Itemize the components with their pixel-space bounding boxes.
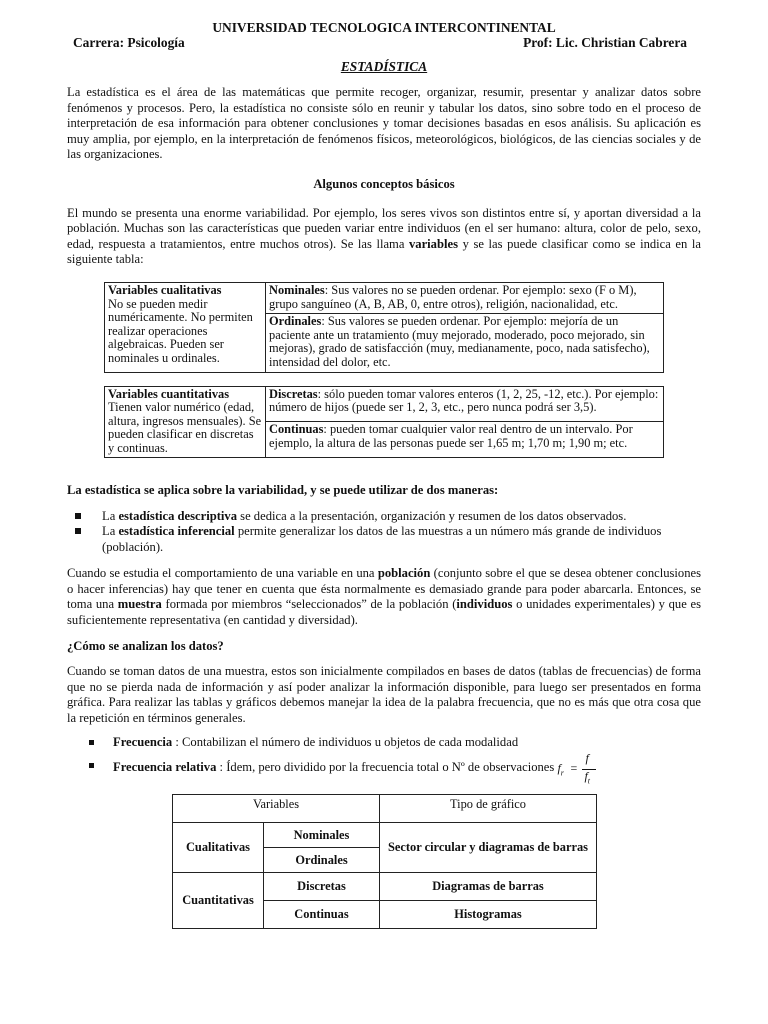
nominales-cell: Nominales xyxy=(264,822,380,847)
qualitative-summary-cell: Variables cualitativas No se pueden medir numéricamente. No permiten realizar operaciones algebraicas. Pueden ser nominales u ordinales. xyxy=(105,282,266,372)
qualitative-cell: Cualitativas xyxy=(173,822,264,872)
quantitative-cell: Cuantitativas xyxy=(173,872,264,928)
continuous-cell: Continuas: pueden tomar cualquier valor real dentro de un intervalo. Por ejemplo, la altura de las personas puede ser 1,65 m; 1,70 m; 1,90 m; etc. xyxy=(266,422,664,458)
nominal-cell: Nominales: Sus valores no se pueden ordenar. Por ejemplo: sexo (F o M), grupo sanguíneo (A, B, AB, 0, entre otros), religión, nacionalidad, etc. xyxy=(266,282,664,313)
quantitative-variables-table xyxy=(104,386,664,459)
bullet-icon xyxy=(89,740,94,745)
analysis-paragraph: Cuando se toman datos de una muestra, estos son inicialmente compilados en bases de datos (tablas de frecuencias) de forma que no se pierda nada de información y así poder analizar la información disponible, para luego ser presentados en forma gráfica. Para realizar las tablas y gráficos debemos manejar la idea de la palabra frecuencia, que no es más que otra cosa que la repetición en términos generales. xyxy=(67,663,701,725)
analysis-heading: ¿Cómo se analizan los datos? xyxy=(67,639,224,654)
variability-paragraph: El mundo se presenta una enorme variabilidad. Por ejemplo, los seres vivos son distintos entre sí, y aportan diversidad a la población. Muchas son las características que pueden variar entre individuos (en el ser humano: altura, color de pelo, sexo, edad, respuesta a tratamientos, entre muchos otros). Se las llama variables y se las puede clasificar como se indica en la siguiente tabla: xyxy=(67,205,701,267)
qualitative-graph-cell: Sector circular y diagramas de barras xyxy=(380,822,597,872)
university-name: UNIVERSIDAD TECNOLOGICA INTERCONTINENTAL xyxy=(212,20,556,35)
discretas-cell: Discretas xyxy=(264,872,380,900)
list-item: Frecuencia : Contabilizan el número de individuos u objetos de cada modalidad xyxy=(89,735,701,751)
career-label: Carrera: Psicología xyxy=(73,35,185,50)
relative-frequency-formula: $f_r$ = f $f_t$ xyxy=(557,758,601,778)
quantitative-summary-cell: Variables cuantitativas Tienen valor numérico (edad, altura, ingresos mensuales). Se pueden clasificar en discretas y continuas. xyxy=(105,386,266,458)
document-page xyxy=(67,20,701,929)
list-item: La estadística inferencial permite generalizar los datos de las muestras a un número más grande de individuos (población). xyxy=(75,524,701,555)
variables-header: Variables xyxy=(173,794,380,822)
qualitative-variables-table xyxy=(104,282,664,373)
bullet-icon xyxy=(89,763,94,768)
discrete-cell: Discretas: sólo pueden tomar valores enteros (1, 2, 25, -12, etc.). Por ejemplo: número de hijos (puede ser 1, 2, 3, etc., pero nunca podrá ser 3,5). xyxy=(266,386,664,422)
bullet-icon xyxy=(75,528,81,534)
bullet-icon xyxy=(75,513,81,519)
list-item: La estadística descriptiva se dedica a la presentación, organización y resumen de los datos observados. xyxy=(75,509,701,524)
section-heading-basic-concepts: Algunos conceptos básicos xyxy=(313,176,455,191)
list-item: Frecuencia relativa : Ídem, pero dividido por la frecuencia total o Nº de observaciones $f_r$ = f $f_t$ xyxy=(89,758,701,778)
continuas-graph-cell: Histogramas xyxy=(380,900,597,928)
header-row xyxy=(67,35,701,50)
professor-label: Prof: Lic. Christian Cabrera xyxy=(523,35,687,50)
ordinales-cell: Ordinales xyxy=(264,847,380,872)
uses-list xyxy=(75,509,701,555)
document-title: ESTADÍSTICA xyxy=(340,59,428,74)
population-paragraph: Cuando se estudia el comportamiento de una variable en una población (conjunto sobre el que se desea obtener conclusiones o hacer inferencias) hay que tener en cuenta que ésta normalmente es demasiado grande para poder abarcarla. Entonces, se toma una muestra formada por miembros “seleccionados” de la población (individuos o unidades experimentales) y que es suficientemente representativa (en cantidad y diversidad). xyxy=(67,565,701,627)
frequency-list xyxy=(89,735,701,786)
continuas-cell: Continuas xyxy=(264,900,380,928)
graph-type-table xyxy=(172,794,597,929)
uses-heading: La estadística se aplica sobre la variabilidad, y se puede utilizar de dos maneras: xyxy=(67,483,499,498)
graph-type-header: Tipo de gráfico xyxy=(380,794,597,822)
ordinal-cell: Ordinales: Sus valores se pueden ordenar. Por ejemplo: mejoría de un paciente ante un tratamiento (muy mejorado, moderado, poco mejorado, sin mejoras), grado de satisfacción (muy, medianamente, poco, nada satisfecho), intensidad del dolor, etc. xyxy=(266,314,664,372)
intro-paragraph: La estadística es el área de las matemáticas que permite recoger, organizar, resumir, presentar y analizar datos sobre fenómenos y procesos. Pero, la estadística no consiste sólo en reunir y tabular los datos, sino sobre todo en el proceso de interpretación de esa información para obtener conclusiones y tomar decisiones basadas en esos análisis. Su aplicación es muy amplia, por ejemplo, en la interpretación de fenómenos físicos, meteorológicos, biológicos, de las ciencias sociales y de las organizaciones. xyxy=(67,85,701,162)
discretas-graph-cell: Diagramas de barras xyxy=(380,872,597,900)
